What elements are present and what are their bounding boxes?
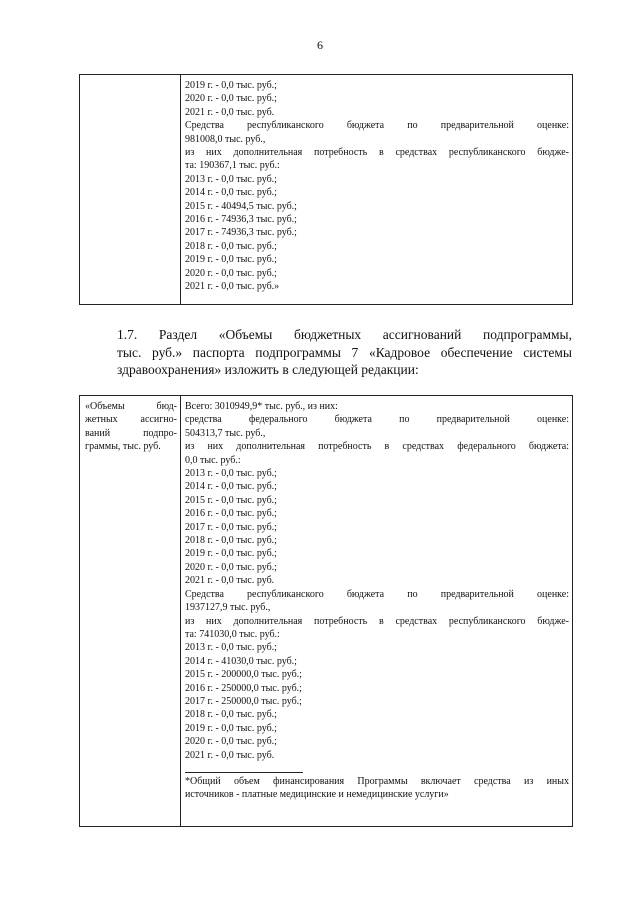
- table2-line: из них дополнительная потребность в средствах федерального бюджета:: [185, 441, 569, 453]
- table2-line: 2020 г. - 0,0 тыс. руб.;: [185, 561, 277, 573]
- table1-line: 2019 г. - 0,0 тыс. руб.;: [185, 254, 277, 266]
- footnote-line: источников - платные медицинские и немедицинские услуги»: [185, 789, 449, 801]
- table2-line: та: 741030,0 тыс. руб.:: [185, 628, 280, 640]
- table2-line: 1937127,9 тыс. руб.,: [185, 602, 271, 614]
- table2-line: 504313,7 тыс. руб.,: [185, 427, 266, 439]
- table1-line: 2020 г. - 0,0 тыс. руб.;: [185, 267, 277, 279]
- table2-line: из них дополнительная потребность в средствах республиканского бюдже-: [185, 615, 569, 627]
- table2-left-line: «Объемы бюд-: [85, 401, 177, 412]
- table1-line: 2021 г. - 0,0 тыс. руб.: [185, 106, 275, 118]
- table2-line: Средства республиканского бюджета по предварительной оценке:: [185, 588, 569, 600]
- budget-table-continuation: [79, 74, 573, 305]
- table1-line: 2018 г. - 0,0 тыс. руб.;: [185, 240, 277, 252]
- table2-line: 0,0 тыс. руб.:: [185, 454, 241, 466]
- table2-left-line: жетных ассигно-: [85, 414, 177, 426]
- table1-line: из них дополнительная потребность в средствах республиканского бюдже-: [185, 147, 569, 159]
- table2-line: 2013 г. - 0,0 тыс. руб.;: [185, 468, 277, 480]
- table2-line: 2019 г. - 0,0 тыс. руб.;: [185, 722, 277, 734]
- table2-left-line: граммы, тыс. руб.: [85, 441, 161, 453]
- table2-line: 2021 г. - 0,0 тыс. руб.: [185, 575, 275, 587]
- column-divider: [180, 396, 181, 826]
- table2-right-cell: [185, 400, 569, 802]
- table1-line: Средства республиканского бюджета по предварительной оценке:: [185, 120, 569, 132]
- table1-line: 981008,0 тыс. руб.,: [185, 133, 266, 145]
- paragraph-line: здравоохранения» изложить в следующей редакции:: [117, 362, 419, 377]
- table2-line: 2018 г. - 0,0 тыс. руб.;: [185, 535, 277, 547]
- table1-line: 2014 г. - 0,0 тыс. руб.;: [185, 187, 277, 199]
- table1-line: 2016 г. - 74936,3 тыс. руб.;: [185, 214, 297, 226]
- table2-left-cell: [85, 400, 177, 454]
- table2-line: 2015 г. - 0,0 тыс. руб.;: [185, 494, 277, 506]
- table2-line: 2013 г. - 0,0 тыс. руб.;: [185, 642, 277, 654]
- table2-line: 2021 г. - 0,0 тыс. руб.: [185, 749, 275, 761]
- table2-line: 2017 г. - 0,0 тыс. руб.;: [185, 521, 277, 533]
- table1-line: 2013 г. - 0,0 тыс. руб.;: [185, 173, 277, 185]
- table1-line: та: 190367,1 тыс. руб.:: [185, 160, 280, 172]
- column-divider: [180, 75, 181, 304]
- table2-line: 2017 г. - 250000,0 тыс. руб.;: [185, 695, 302, 707]
- budget-table-subprogram-7: [79, 395, 573, 827]
- table2-line: Всего: 3010949,9* тыс. руб., из них:: [185, 401, 338, 412]
- paragraph-line: тыс. руб.» паспорта подпрограммы 7 «Кадровое обеспечение системы: [117, 344, 572, 360]
- paragraph-line: 1.7. Раздел «Объемы бюджетных ассигнований подпрограммы,: [117, 327, 572, 342]
- footnote-line: *Общий объем финансирования Программы включает средства из иных: [185, 775, 569, 787]
- table1-right-cell: [185, 79, 569, 294]
- footnote-separator: [185, 772, 303, 773]
- table1-line: 2015 г. - 40494,5 тыс. руб.;: [185, 200, 297, 212]
- table1-line: 2020 г. - 0,0 тыс. руб.;: [185, 93, 277, 105]
- table2-line: 2018 г. - 0,0 тыс. руб.;: [185, 709, 277, 721]
- table2-line: 2016 г. - 250000,0 тыс. руб.;: [185, 682, 302, 694]
- table2-line: 2020 г. - 0,0 тыс. руб.;: [185, 736, 277, 748]
- table1-line: 2019 г. - 0,0 тыс. руб.;: [185, 80, 277, 91]
- table1-line: 2017 г. - 74936,3 тыс. руб.;: [185, 227, 297, 239]
- table2-left-line: ваний подпро-: [85, 427, 177, 439]
- table2-line: средства федерального бюджета по предварительной оценке:: [185, 414, 569, 426]
- table2-line: 2014 г. - 41030,0 тыс. руб.;: [185, 655, 297, 667]
- table1-line: 2021 г. - 0,0 тыс. руб.»: [185, 281, 280, 293]
- page-number: 6: [317, 38, 323, 52]
- table2-line: 2019 г. - 0,0 тыс. руб.;: [185, 548, 277, 560]
- table2-line: 2015 г. - 200000,0 тыс. руб.;: [185, 669, 302, 681]
- table2-line: 2014 г. - 0,0 тыс. руб.;: [185, 481, 277, 493]
- table2-line: 2016 г. - 0,0 тыс. руб.;: [185, 508, 277, 520]
- amendment-paragraph: [117, 326, 572, 379]
